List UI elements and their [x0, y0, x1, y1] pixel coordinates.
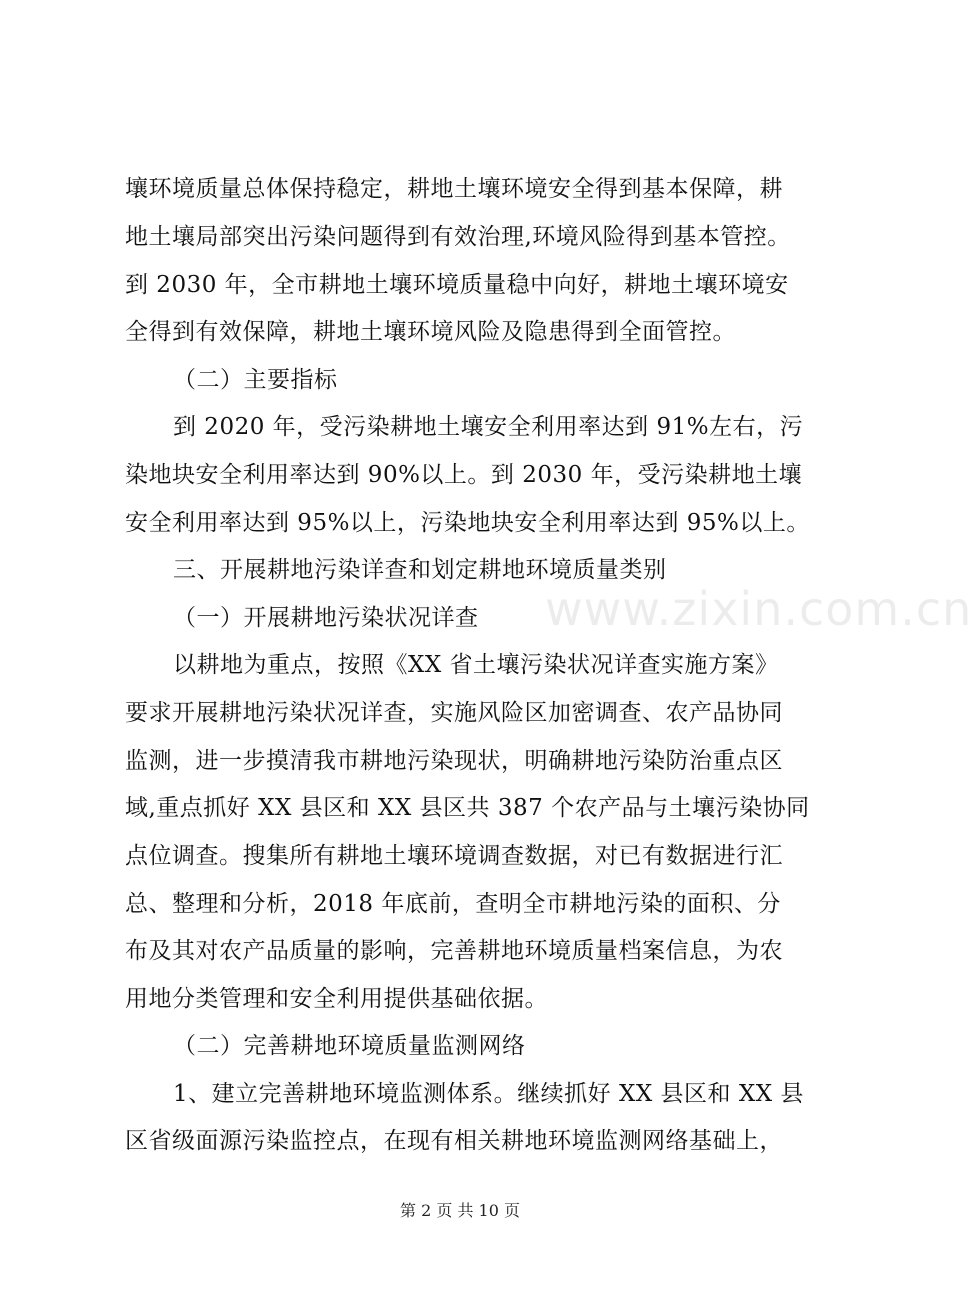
- section-heading: （二）完善耕地环境质量监测网络: [173, 1033, 526, 1059]
- paragraph-line: 监测，进一步摸清我市耕地污染现状，明确耕地污染防治重点区: [125, 748, 783, 774]
- paragraph-line: 区省级面源污染监控点，在现有相关耕地环境监测网络基础上，: [125, 1128, 783, 1154]
- paragraph-line: 地土壤局部突出污染问题得到有效治理,环境风险得到基本管控。: [125, 224, 791, 250]
- paragraph-line: 壤环境质量总体保持稳定，耕地土壤环境安全得到基本保障，耕: [125, 176, 783, 202]
- paragraph-line: 布及其对农产品质量的影响，完善耕地环境质量档案信息，为农: [125, 938, 783, 964]
- page-footer: 第 2 页 共 10 页: [400, 1201, 520, 1220]
- section-heading: （一）开展耕地污染状况详查: [173, 605, 479, 631]
- paragraph-line: 全得到有效保障，耕地土壤环境风险及隐患得到全面管控。: [125, 319, 736, 345]
- watermark: www.zixin.com.cn: [545, 582, 972, 636]
- paragraph-line: 到 2020 年，受污染耕地土壤安全利用率达到 91%左右，污: [173, 414, 804, 440]
- section-heading: （二）主要指标: [173, 367, 338, 393]
- paragraph-line: 1、建立完善耕地环境监测体系。继续抓好 XX 县区和 XX 县: [173, 1081, 804, 1107]
- paragraph-line: 安全利用率达到 95%以上，污染地块安全利用率达到 95%以上。: [125, 510, 810, 536]
- paragraph-line: 以耕地为重点，按照《XX 省土壤污染状况详查实施方案》: [173, 652, 779, 678]
- paragraph-line: 用地分类管理和安全利用提供基础依据。: [125, 986, 548, 1012]
- section-heading: 三、开展耕地污染详查和划定耕地环境质量类别: [173, 557, 667, 583]
- paragraph-line: 总、整理和分析，2018 年底前，查明全市耕地污染的面积、分: [125, 891, 781, 917]
- paragraph-line: 点位调查。搜集所有耕地土壤环境调查数据，对已有数据进行汇: [125, 843, 783, 869]
- paragraph-line: 要求开展耕地污染状况详查，实施风险区加密调查、农产品协同: [125, 700, 783, 726]
- paragraph-line: 染地块安全利用率达到 90%以上。到 2030 年，受污染耕地土壤: [125, 462, 803, 488]
- paragraph-line: 到 2030 年，全市耕地土壤环境质量稳中向好，耕地土壤环境安: [125, 272, 789, 298]
- paragraph-line: 域,重点抓好 XX 县区和 XX 县区共 387 个农产品与土壤污染协同: [125, 795, 810, 821]
